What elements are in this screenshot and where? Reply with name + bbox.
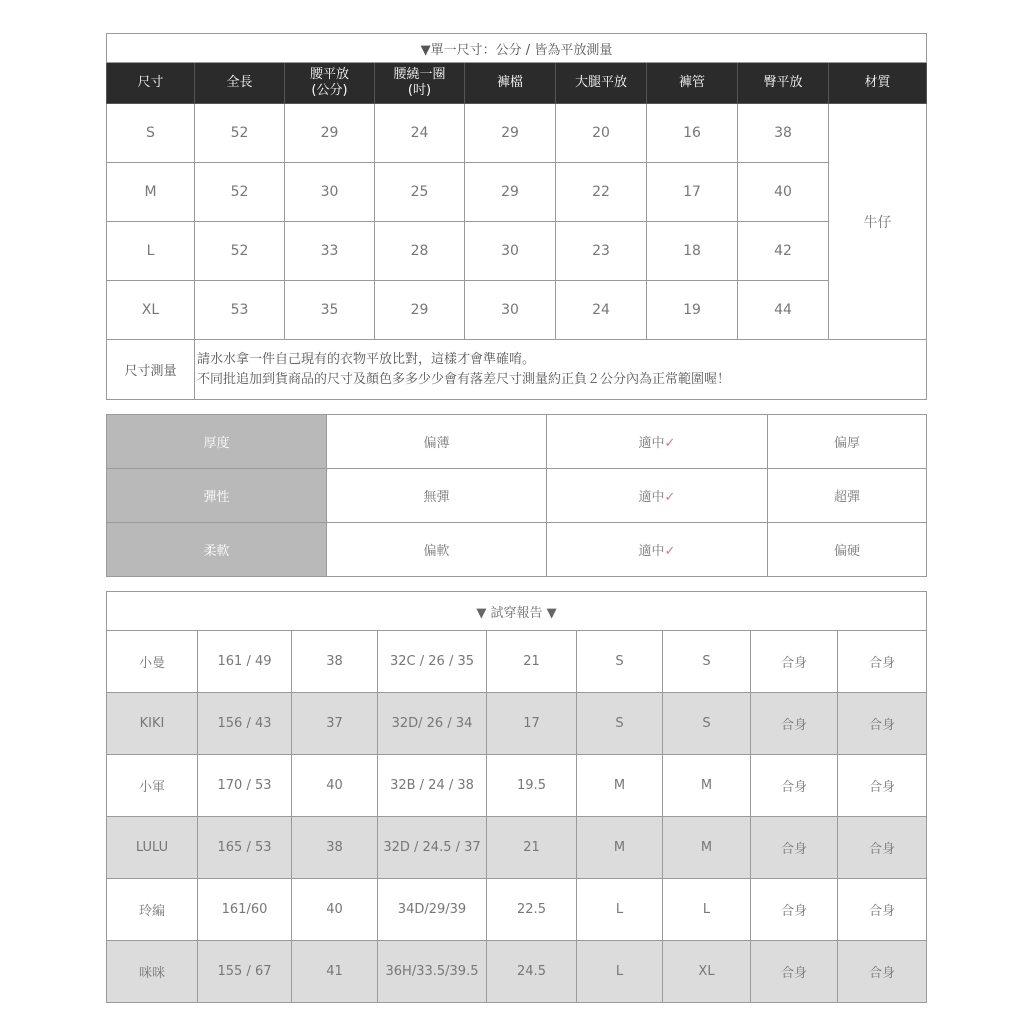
fit-cell: 24.5 <box>487 941 577 1003</box>
fit-cell: 40 <box>292 755 378 817</box>
fabric-attribute: 彈性 <box>107 469 327 523</box>
fit-cell: L <box>577 879 663 941</box>
size-cell: 53 <box>195 281 285 340</box>
fabric-row-softness <box>107 523 927 577</box>
fit-cell: 40 <box>292 879 378 941</box>
fit-cell: 合身 <box>751 693 838 755</box>
fit-cell: 17 <box>487 693 577 755</box>
fit-row <box>107 941 927 1003</box>
size-row-l <box>107 222 927 281</box>
fit-cell: 小曼 <box>107 631 198 693</box>
fit-row <box>107 755 927 817</box>
size-cell: 44 <box>738 281 829 340</box>
fit-cell: 合身 <box>751 755 838 817</box>
fabric-option-label: 適中 <box>638 544 665 559</box>
fit-cell: M <box>577 755 663 817</box>
size-cell: 29 <box>465 104 556 163</box>
fit-cell: LULU <box>107 817 198 879</box>
fit-cell: 34D/29/39 <box>378 879 487 941</box>
fabric-option: 偏厚 <box>768 415 927 469</box>
fit-row <box>107 879 927 941</box>
fit-report-table <box>106 591 927 1003</box>
fit-row <box>107 693 927 755</box>
fabric-row-elasticity <box>107 469 927 523</box>
size-cell: 52 <box>195 222 285 281</box>
size-cell: 20 <box>556 104 647 163</box>
measurement-note-line: 不同批追加到貨商品的尺寸及顏色多多少少會有落差尺寸測量約正負２公分內為正常範圍喔！ <box>197 371 731 387</box>
fabric-option: 無彈 <box>327 469 547 523</box>
size-cell: 29 <box>465 163 556 222</box>
header-waist-flat: 腰平放 (公分) <box>285 63 375 104</box>
size-cell: 17 <box>647 163 738 222</box>
fit-cell: 合身 <box>838 817 927 879</box>
check-icon: ✓ <box>664 490 676 505</box>
fit-cell: 21 <box>487 631 577 693</box>
fit-cell: 19.5 <box>487 755 577 817</box>
size-row-xl <box>107 281 927 340</box>
fabric-properties-table <box>106 414 927 577</box>
measurement-note <box>195 340 927 400</box>
size-cell: 23 <box>556 222 647 281</box>
fit-cell: 37 <box>292 693 378 755</box>
fit-cell: 32C / 26 / 35 <box>378 631 487 693</box>
fabric-option-selected <box>547 469 768 523</box>
fit-cell: 合身 <box>838 879 927 941</box>
size-cell: L <box>107 222 195 281</box>
size-cell: 25 <box>375 163 465 222</box>
fit-cell: M <box>577 817 663 879</box>
fit-cell: M <box>663 755 751 817</box>
fabric-option: 偏薄 <box>327 415 547 469</box>
size-cell: XL <box>107 281 195 340</box>
size-cell: 33 <box>285 222 375 281</box>
size-cell: 40 <box>738 163 829 222</box>
header-size: 尺寸 <box>107 63 195 104</box>
size-cell: 24 <box>556 281 647 340</box>
fit-cell: 玲編 <box>107 879 198 941</box>
header-waist-round: 腰繞一圈 (吋) <box>375 63 465 104</box>
header-rise: 褲檔 <box>465 63 556 104</box>
fit-row <box>107 631 927 693</box>
size-cell: 35 <box>285 281 375 340</box>
fit-cell: S <box>577 693 663 755</box>
measurement-note-label: 尺寸測量 <box>107 340 195 400</box>
header-leg-opening: 褲管 <box>647 63 738 104</box>
size-cell: 30 <box>465 281 556 340</box>
fit-cell: 合身 <box>751 631 838 693</box>
size-chart-table <box>106 33 927 400</box>
fit-cell: 155 / 67 <box>198 941 292 1003</box>
fit-cell: 165 / 53 <box>198 817 292 879</box>
fit-cell: KIKI <box>107 693 198 755</box>
fit-cell: 156 / 43 <box>198 693 292 755</box>
fabric-attribute: 厚度 <box>107 415 327 469</box>
size-cell: 29 <box>375 281 465 340</box>
size-chart-caption: ▼單一尺寸：公分 / 皆為平放測量 <box>107 34 927 63</box>
fit-cell: 22.5 <box>487 879 577 941</box>
fabric-option: 偏硬 <box>768 523 927 577</box>
fabric-attribute: 柔軟 <box>107 523 327 577</box>
size-cell: 22 <box>556 163 647 222</box>
fabric-row-thickness <box>107 415 927 469</box>
fabric-option: 偏軟 <box>327 523 547 577</box>
fit-cell: 咪咪 <box>107 941 198 1003</box>
header-material: 材質 <box>829 63 927 104</box>
size-cell: 52 <box>195 163 285 222</box>
fit-cell: 38 <box>292 817 378 879</box>
size-cell: 30 <box>465 222 556 281</box>
size-cell: M <box>107 163 195 222</box>
size-cell: 18 <box>647 222 738 281</box>
fit-cell: 21 <box>487 817 577 879</box>
size-cell: 52 <box>195 104 285 163</box>
size-chart-header-row <box>107 63 927 104</box>
fit-cell: L <box>577 941 663 1003</box>
size-cell: 30 <box>285 163 375 222</box>
fit-cell: 32B / 24 / 38 <box>378 755 487 817</box>
size-cell: 28 <box>375 222 465 281</box>
check-icon: ✓ <box>664 544 676 559</box>
check-icon: ✓ <box>664 436 676 451</box>
fit-cell: M <box>663 817 751 879</box>
measurement-note-row <box>107 340 927 400</box>
size-cell: S <box>107 104 195 163</box>
material-cell: 牛仔 <box>829 104 927 340</box>
fabric-option-label: 適中 <box>638 490 665 505</box>
size-cell: 16 <box>647 104 738 163</box>
fabric-option-label: 適中 <box>638 436 665 451</box>
fit-cell: 38 <box>292 631 378 693</box>
fit-cell: 32D/ 26 / 34 <box>378 693 487 755</box>
measurement-note-line: 請水水拿一件自己現有的衣物平放比對，這樣才會準確唷。 <box>197 351 536 367</box>
fit-cell: 合身 <box>751 817 838 879</box>
size-cell: 42 <box>738 222 829 281</box>
fit-cell: 合身 <box>838 631 927 693</box>
size-cell: 38 <box>738 104 829 163</box>
fit-cell: XL <box>663 941 751 1003</box>
size-cell: 19 <box>647 281 738 340</box>
fit-cell: S <box>663 631 751 693</box>
header-thigh: 大腿平放 <box>556 63 647 104</box>
fit-report-caption: ▼ 試穿報告 ▼ <box>107 592 927 631</box>
fit-cell: 合身 <box>838 755 927 817</box>
fabric-option: 超彈 <box>768 469 927 523</box>
header-hip: 臀平放 <box>738 63 829 104</box>
fit-cell: 170 / 53 <box>198 755 292 817</box>
size-cell: 24 <box>375 104 465 163</box>
size-row-s <box>107 104 927 163</box>
fit-cell: L <box>663 879 751 941</box>
header-length: 全長 <box>195 63 285 104</box>
fit-cell: 合身 <box>751 879 838 941</box>
fit-cell: 36H/33.5/39.5 <box>378 941 487 1003</box>
fabric-option-selected <box>547 415 768 469</box>
fit-row <box>107 817 927 879</box>
fit-cell: 41 <box>292 941 378 1003</box>
fit-cell: S <box>577 631 663 693</box>
fit-cell: 合身 <box>751 941 838 1003</box>
size-cell: 29 <box>285 104 375 163</box>
fit-cell: 合身 <box>838 693 927 755</box>
fit-cell: 161/60 <box>198 879 292 941</box>
fit-cell: 合身 <box>838 941 927 1003</box>
fit-cell: 161 / 49 <box>198 631 292 693</box>
fit-cell: 小軍 <box>107 755 198 817</box>
fabric-option-selected <box>547 523 768 577</box>
fit-cell: S <box>663 693 751 755</box>
size-row-m <box>107 163 927 222</box>
fit-cell: 32D / 24.5 / 37 <box>378 817 487 879</box>
